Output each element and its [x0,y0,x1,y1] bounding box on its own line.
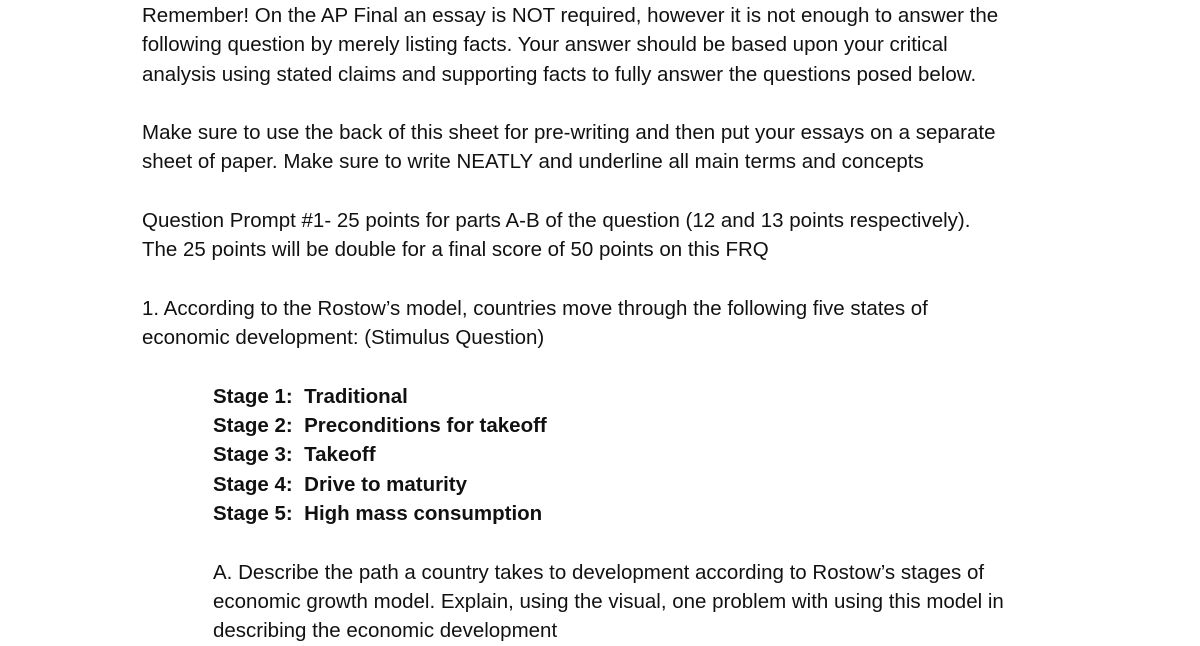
stage-item: Stage 4: Drive to maturity [213,472,468,496]
question-line: 1. According to the Rostow’s model, countries move through the following five states of [142,296,928,320]
question-line: economic development: (Stimulus Question) [142,326,545,350]
instructions-paragraph [142,118,1102,177]
document-body [142,1,1102,646]
stage-item: Stage 2: Preconditions for takeoff [213,414,547,438]
stage-item: Stage 1: Traditional [213,384,408,408]
stage-item: Stage 5: High mass consumption [213,502,543,526]
prompt-line: The 25 points will be double for a final score of 50 points on this FRQ [142,238,769,262]
intro-paragraph [142,1,1102,89]
instructions-line: sheet of paper. Make sure to write NEATLY and underline all main terms and concepts [142,150,924,174]
intro-line: Remember! On the AP Final an essay is NOT required, however it is not enough to answer the [142,4,999,27]
stage-item: Stage 3: Takeoff [213,443,376,467]
part-a-paragraph [213,558,1093,646]
prompt-line: Question Prompt #1- 25 points for parts A-B of the question (12 and 13 points respectively). [142,209,971,233]
question-prompt-paragraph [142,206,1102,265]
part-a-line: describing the economic development [213,619,558,643]
rostow-stages-list [213,382,1102,528]
question-1-paragraph [142,294,1102,353]
intro-line: analysis using stated claims and supporting facts to fully answer the questions posed below. [142,62,977,86]
instructions-line: Make sure to use the back of this sheet for pre-writing and then put your essays on a separate [142,121,996,145]
part-a-line: A. Describe the path a country takes to development according to Rostow’s stages of [213,560,985,584]
intro-line: following question by merely listing facts. Your answer should be based upon your critical [142,33,948,57]
part-a-line: economic growth model. Explain, using the visual, one problem with using this model in [213,589,1004,613]
